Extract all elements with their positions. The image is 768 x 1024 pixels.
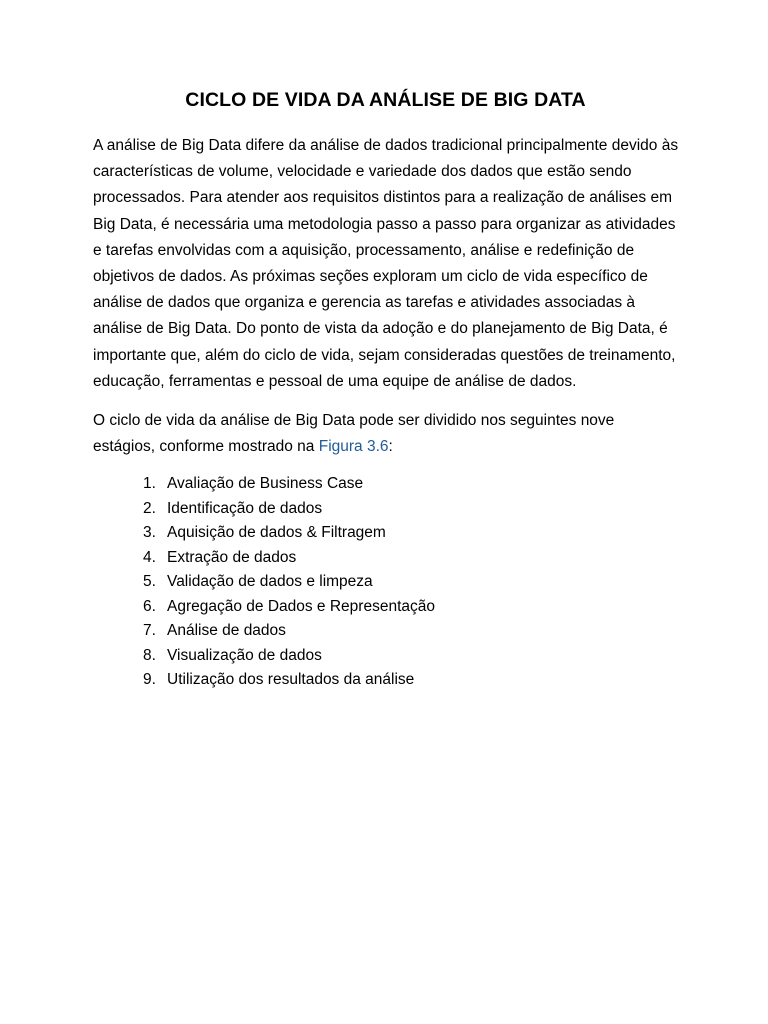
list-item-label: Visualização de dados <box>167 646 322 664</box>
list-item-number: 7. <box>143 622 156 640</box>
stages-list <box>93 472 678 693</box>
intro-paragraph: A análise de Big Data difere da análise de dados tradicional principalmente devido às características de volume, velocidade e variedade dos dados que estão sendo processados. Para atender aos requisitos distintos para a realização de análises em Big Data, é necessária uma metodologia passo a passo para organizar as atividades e tarefas envolvidas com a aquisição, processamento, análise e redefinição de objetivos de dados. As próximas seções exploram um ciclo de vida específico de análise de dados que organiza e gerencia as tarefas e atividades associadas à análise de Big Data. Do ponto de vista da adoção e do planejamento de Big Data, é importante que, além do ciclo de vida, sejam consideradas questões de treinamento, educação, ferramentas e pessoal de uma equipe de análise de dados. <box>93 137 679 390</box>
list-item-number: 4. <box>143 548 156 566</box>
figure-link[interactable]: Figura 3.6 <box>318 438 389 456</box>
list-item-label: Utilização dos resultados da análise <box>167 671 415 689</box>
list-item-label: Extração de dados <box>167 548 297 566</box>
list-item <box>93 668 678 693</box>
list-item <box>93 619 678 644</box>
list-item-number: 5. <box>143 573 156 591</box>
stages-intro-colon: : <box>388 438 393 456</box>
list-item <box>93 546 678 571</box>
list-item <box>93 521 678 546</box>
list-item-label: Agregação de Dados e Representação <box>167 597 435 615</box>
list-item <box>93 595 678 620</box>
list-item-number: 1. <box>143 475 156 493</box>
list-item <box>93 497 678 522</box>
list-item <box>93 644 678 669</box>
list-item-number: 9. <box>143 671 156 689</box>
document-page <box>93 88 678 693</box>
list-item-label: Análise de dados <box>167 622 286 640</box>
stages-intro-paragraph <box>93 408 678 460</box>
list-item <box>93 570 678 595</box>
list-item-number: 3. <box>143 524 156 542</box>
list-item-number: 6. <box>143 597 156 615</box>
stages-intro-text: O ciclo de vida da análise de Big Data pode ser dividido nos seguintes nove estágios, conforme mostrado na <box>93 412 615 456</box>
list-item-label: Avaliação de Business Case <box>167 475 364 493</box>
list-item-label: Identificação de dados <box>167 499 323 517</box>
list-item-label: Validação de dados e limpeza <box>167 573 373 591</box>
page-title: CICLO DE VIDA DA ANÁLISE DE BIG DATA <box>185 89 586 111</box>
list-item-label: Aquisição de dados & Filtragem <box>167 524 386 542</box>
list-item-number: 2. <box>143 499 156 517</box>
list-item <box>93 472 678 497</box>
list-item-number: 8. <box>143 646 156 664</box>
